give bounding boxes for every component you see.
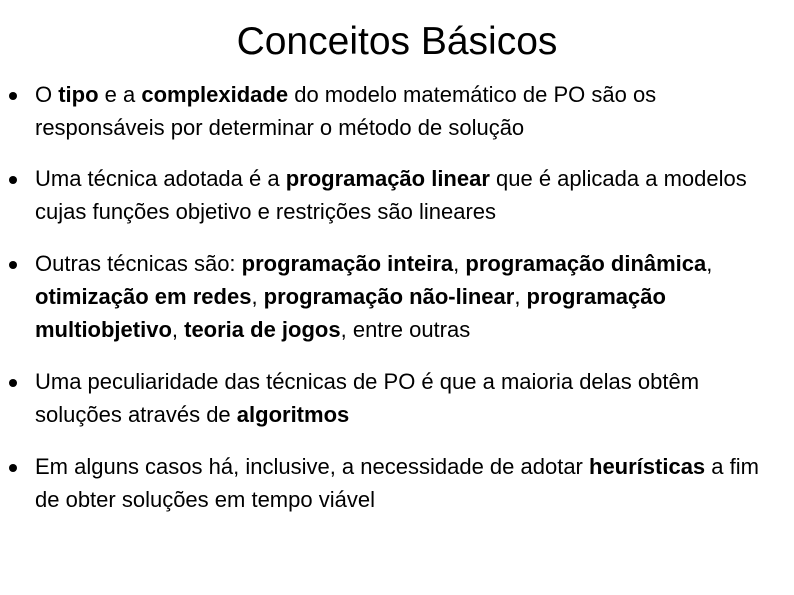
bullet-segment: , [514,284,527,309]
bullet-list [0,78,794,516]
bullet-bold-term: programação multiobjetivo [35,284,666,342]
bullet-dot-icon [9,464,17,472]
bullet-bold-term: complexidade [141,82,289,107]
bullet-bold-term: tipo [58,82,99,107]
bullet-segment: e a [98,82,142,107]
bullet-item-heuristicas [0,450,794,516]
bullet-bold-term: heurísticas [589,454,706,479]
bullet-text [35,454,759,512]
bullet-text [35,166,747,224]
bullet-text [35,82,656,140]
bullet-segment: Outras técnicas são: [35,251,242,276]
bullet-segment: , [251,284,264,309]
bullet-text [35,369,699,427]
bullet-item-tipo-complexidade [0,78,794,144]
slide-title: Conceitos Básicos [236,20,558,63]
bullet-segment: Uma técnica adotada é a [35,166,286,191]
bullet-bold-term: programação não-linear [263,284,515,309]
bullet-segment: , [706,251,713,276]
bullet-segment: O [35,82,59,107]
bullet-segment: , [171,317,185,342]
bullet-segment: , [453,251,466,276]
bullet-segment: Uma peculiaridade das técnicas de PO é que a maioria delas obtêm soluções através de [35,369,700,427]
bullet-segment: do modelo matemático de PO são os responsáveis por determinar o método de solução [35,82,657,140]
bullet-item-outras-tecnicas [0,247,794,346]
bullet-bold-term: teoria de jogos [184,317,341,342]
bullet-segment: a fim de obter soluções em tempo viável [35,454,759,512]
bullet-dot-icon [9,176,17,184]
bullet-item-algoritmos [0,365,794,431]
bullet-item-programacao-linear [0,162,794,228]
bullet-dot-icon [9,92,17,100]
bullet-dot-icon [9,379,17,387]
bullet-bold-term: algoritmos [236,402,350,427]
bullet-segment: que é aplicada a modelos cujas funções objetivo e restrições são lineares [35,166,747,224]
bullet-segment: Em alguns casos há, inclusive, a necessidade de adotar [35,454,589,479]
bullet-bold-term: otimização em redes [35,284,252,309]
bullet-dot-icon [9,261,17,269]
bullet-bold-term: programação inteira [241,251,454,276]
bullet-bold-term: programação linear [285,166,490,191]
bullet-bold-term: programação dinâmica [465,251,707,276]
bullet-segment: , entre outras [340,317,471,342]
bullet-text [35,251,712,342]
